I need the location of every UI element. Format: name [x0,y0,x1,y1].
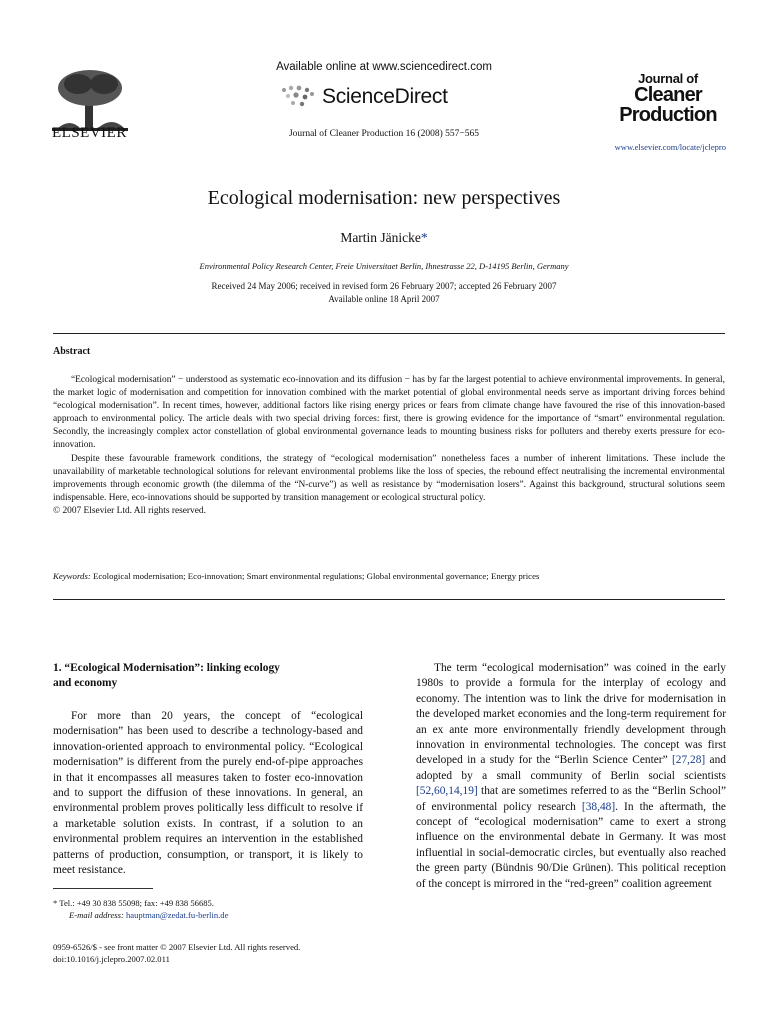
journal-logo [612,72,724,125]
keywords [53,571,725,581]
sciencedirect-logo [280,82,448,112]
author-name: Martin Jänicke [340,230,421,245]
abstract-body [53,374,725,518]
article-dates [0,280,768,306]
abstract-paragraph: Despite these favourable framework conditions, the strategy of “ecological modernisation” nonetheless faces a number of inherent limitations. These include the unavailability of marketable technological solutions for relevant environmental problems like the loss of species, the rebound effect neutralising the incremental environmental improvements through economic growth (the dilemma of the “N-curve”) as well as resistance by “modernisation losers”. Against this background, structural solutions seem indispensable. Here, eco-innovations should be supported by transition management or ecological structural policy. [53,453,725,503]
journal-url-link[interactable]: www.elsevier.com/locate/jclepro [614,142,726,152]
available-date: Available online 18 April 2007 [328,294,440,304]
received-dates: Received 24 May 2006; received in revised form 26 February 2007; accepted 26 February 2007 [211,281,557,291]
sciencedirect-wordmark: ScienceDirect [322,85,448,108]
journal-citation: Journal of Cleaner Production 16 (2008) 557−565 [288,129,480,139]
affiliation: Environmental Policy Research Center, Freie Universitaet Berlin, Ihnestrasse 22, D-14195 Berlin, Germany [199,261,569,271]
abstract-paragraph: “Ecological modernisation” − understood as systematic eco-innovation and its diffusion − has by far the largest potential to achieve environmental improvements. In general, the market logic of modernisation and competition for innovation combined with the market potential of global environmental needs serve as important driving forces behind “ecological modernisation”. In recent times, however, additional factors like rising energy prices or fears from climate change have favoured the rise of this innovation-based approach to environmental policy. The article deals with two special driving forces: first, there is growing evidence for the importance of “smart” environmental regulation. Secondly, the increasingly complex actor constellation of global environmental governance leads to mounting business risks for polluters and thereby exerts pressure for eco-innovation. [53,375,725,451]
body-paragraph: For more than 20 years, the concept of “ecological modernisation” has been used to describe a technology-based and innovation-oriented approach to environmental policy. “Ecological modernisation” is different from the purely end-of-pipe approaches in that it encompasses all measures taken to foster eco-innovation and to support the diffusion of these innovations. In general, an environmental problem proves politically less difficult to resolve if a marketable solution exists. In contrast, if a solution to an environmental problem requires an intervention in the established patterns of production, consumption, or transport, it is likely to meet resistance. [53,710,363,877]
author-line [0,230,768,246]
citation-link[interactable]: [52,60,14,19] [416,785,478,798]
divider [53,599,725,600]
email-link[interactable]: hauptman@zedat.fu-berlin.de [125,910,229,920]
section-heading-line: and economy [53,677,118,690]
journal-logo-line: Cleaner [634,84,702,106]
abstract-copyright: © 2007 Elsevier Ltd. All rights reserved. [53,505,206,516]
footnote-email-line [53,909,363,921]
article-title: Ecological modernisation: new perspectives [207,187,561,209]
journal-logo-line: Production [619,104,717,126]
front-matter [53,941,413,965]
issn-line: 0959-6526/$ - see front matter © 2007 Elsevier Ltd. All rights reserved. [53,942,301,952]
footnote-tel: * Tel.: +49 30 838 55098; fax: +49 838 56685. [53,898,214,908]
keywords-text: Ecological modernisation; Eco-innovation; Smart environmental regulations; Global environmental governance; Energy prices [93,571,540,581]
footnote-divider [53,888,153,889]
right-column-body [416,661,726,892]
keywords-label: Keywords: [53,571,91,581]
body-text: and adopted by a small community of Berlin social scientists [416,754,726,782]
author-footnote-link[interactable]: * [420,230,428,245]
footnote [53,897,363,921]
doi-line: doi:10.1016/j.jclepro.2007.02.011 [53,954,170,964]
body-text: . In the aftermath, the concept of “ecological modernisation” came to exert a strong influence on the environmental debate in Germany. It was most influential in social-democratic circles, but eventually also reached the green party (Bündnis 90/Die Grünen). This political reception of the concept is mirrored in the “red-green” coalition agreement [416,800,726,890]
email-label: E-mail address: [69,910,124,920]
body-text: The term “ecological modernisation” was coined in the early 1980s to provide a formula for the interplay of ecology and economy. The intention was to link the drive for modernisation in the developed market economies and the long-term requirement for an ex ante more environmentally friendly development through innovation in environmental technologies. The concept was first developed in a study for the “Berlin Science Center” [416,662,726,767]
citation-link[interactable]: [27,28] [671,754,706,767]
abstract-heading: Abstract [53,346,91,357]
citation-link[interactable]: [38,48] [581,800,616,813]
available-online: Available online at www.sciencedirect.com [276,61,492,73]
sciencedirect-dots-icon [280,84,316,110]
divider [53,333,725,334]
section-heading-line: 1. “Ecological Modernisation”: linking ecology [53,662,280,674]
body-paragraph [416,661,726,892]
left-column-body [53,709,363,878]
journal-logo-line: Journal of [638,71,698,86]
body-text: that are sometimes referred to as the “Berlin School” of environmental policy research [416,785,726,813]
publisher-name: ELSEVIER [52,125,127,141]
section-heading [53,661,363,692]
